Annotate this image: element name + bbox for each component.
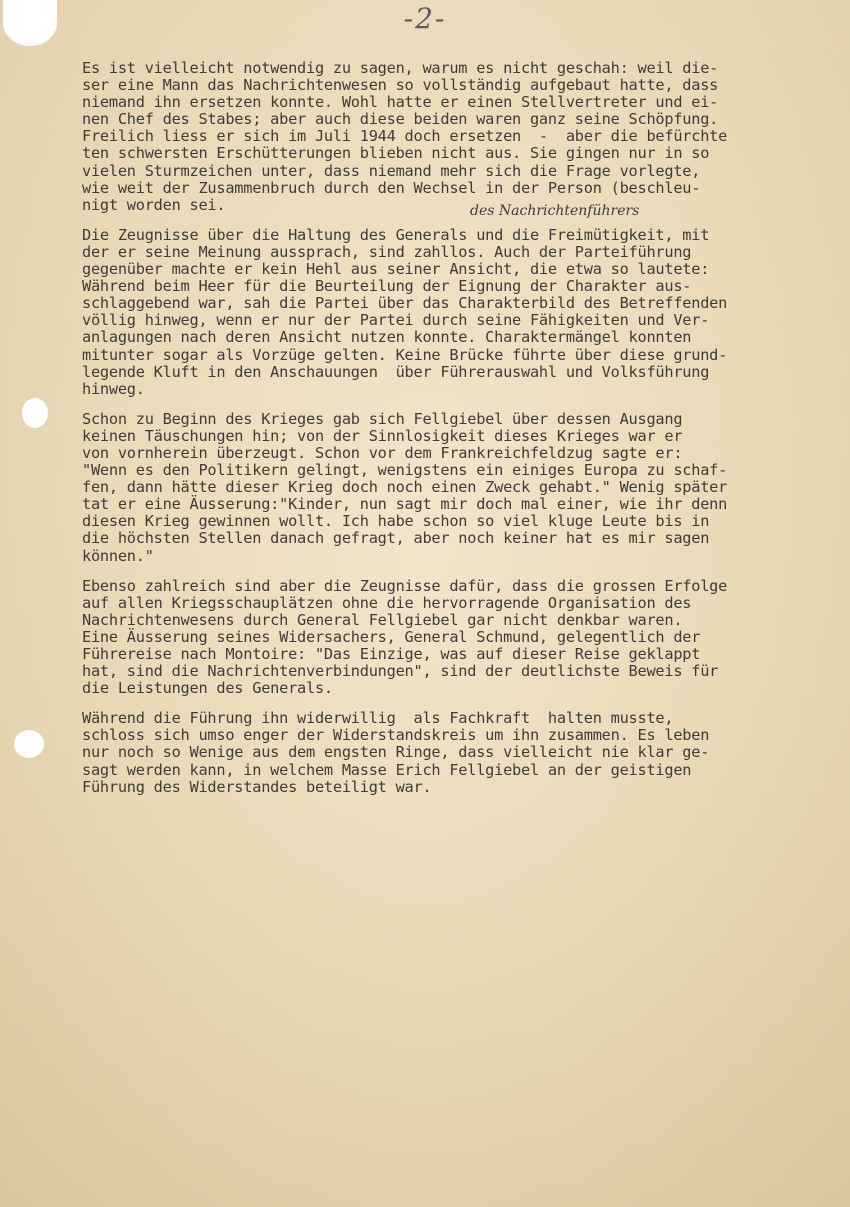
text-line: diesen Krieg gewinnen wollt. Ich habe schon so viel kluge Leute bis in bbox=[82, 512, 710, 531]
text-line: anlagungen nach deren Ansicht nutzen konnte. Charaktermängel konnten bbox=[82, 328, 692, 347]
text-line: Die Zeugnisse über die Haltung des Generals und die Freimütigkeit, mit bbox=[82, 225, 710, 244]
text-line: keinen Täuschungen hin; von der Sinnlosigkeit dieses Krieges war er bbox=[82, 426, 683, 445]
text-line: der er seine Meinung aussprach, sind zahllos. Auch der Parteiführung bbox=[82, 242, 692, 261]
text-line: ser eine Mann das Nachrichtenwesen so vollständig aufgebaut hatte, dass bbox=[82, 76, 719, 95]
text-line: Ebenso zahlreich sind aber die Zeugnisse dafür, dass die grossen Erfolge bbox=[82, 576, 728, 595]
text-line: von vornherein überzeugt. Schon vor dem Frankreichfeldzug sagte er: bbox=[82, 443, 683, 462]
text-line: "Wenn es den Politikern gelingt, wenigstens ein einiges Europa zu schaf- bbox=[82, 461, 728, 480]
text-line: niemand ihn ersetzen konnte. Wohl hatte er einen Stellvertreter und ei- bbox=[82, 93, 719, 112]
handwritten-annotation: des Nachrichtenführers bbox=[470, 203, 640, 219]
paragraph bbox=[82, 578, 842, 698]
text-line: vielen Sturmzeichen unter, dass niemand mehr sich die Frage vorlegte, bbox=[82, 161, 701, 180]
paragraph bbox=[82, 60, 842, 214]
text-line: tat er eine Äusserung:"Kinder, nun sagt mir doch mal einer, wie ihr denn bbox=[82, 495, 728, 514]
text-line: die höchsten Stellen danach gefragt, aber noch keiner hat es mir sagen bbox=[82, 529, 710, 548]
text-line: schlaggebend war, sah die Partei über das Charakterbild des Betreffenden bbox=[82, 294, 728, 313]
text-line: Eine Äusserung seines Widersachers, General Schmund, gelegentlich der bbox=[82, 627, 701, 646]
paragraph bbox=[82, 227, 842, 398]
text-line: die Leistungen des Generals. bbox=[82, 679, 333, 698]
punch-hole bbox=[22, 398, 48, 428]
text-line: schloss sich umso enger der Widerstandskreis um ihn zusammen. Es leben bbox=[82, 726, 710, 745]
page-number: -2- bbox=[403, 2, 447, 35]
text-line: völlig hinweg, wenn er nur der Partei durch seine Fähigkeiten und Ver- bbox=[82, 311, 710, 330]
text-line: Es ist vielleicht notwendig zu sagen, warum es nicht geschah: weil die- bbox=[82, 59, 719, 77]
text-line: Freilich liess er sich im Juli 1944 doch ersetzen - aber die befürchte bbox=[82, 127, 728, 146]
text-line: Während die Führung ihn widerwillig als Fachkraft halten musste, bbox=[82, 709, 674, 728]
text-line: gegenüber machte er kein Hehl aus seiner Ansicht, die etwa so lautete: bbox=[82, 260, 710, 279]
text-line: Führereise nach Montoire: "Das Einzige, was auf dieser Reise geklappt bbox=[82, 645, 701, 663]
text-line: Während beim Heer für die Beurteilung der Eignung der Charakter aus- bbox=[82, 277, 692, 296]
typed-text-body bbox=[82, 60, 842, 809]
text-line: ten schwersten Erschütterungen blieben nicht aus. Sie gingen nur in so bbox=[82, 144, 710, 163]
text-line: mitunter sogar als Vorzüge gelten. Keine Brücke führte über diese grund- bbox=[82, 345, 728, 364]
text-line: Führung des Widerstandes beteiligt war. bbox=[82, 777, 432, 796]
text-line: Schon zu Beginn des Krieges gab sich Fellgiebel über dessen Ausgang bbox=[82, 409, 683, 428]
paragraph bbox=[82, 411, 842, 565]
paragraph bbox=[82, 710, 842, 795]
text-line: nigt worden sei. bbox=[82, 195, 226, 214]
text-line: hinweg. bbox=[82, 379, 145, 398]
text-line: auf allen Kriegsschauplätzen ohne die hervorragende Organisation des bbox=[82, 593, 692, 612]
text-line: legende Kluft in den Anschauungen über Führerauswahl und Volksführung bbox=[82, 362, 710, 381]
text-line: sagt werden kann, in welchem Masse Erich Fellgiebel an der geistigen bbox=[82, 760, 692, 779]
text-line: Nachrichtenwesens durch General Fellgiebel gar nicht denkbar waren. bbox=[82, 610, 683, 629]
text-line: fen, dann hätte dieser Krieg doch noch einen Zweck gehabt." Wenig später bbox=[82, 478, 728, 497]
text-line: können." bbox=[82, 546, 154, 565]
text-line: hat, sind die Nachrichtenverbindungen", sind der deutlichste Beweis für bbox=[82, 662, 719, 681]
text-line: wie weit der Zusammenbruch durch den Wechsel in der Person (beschleu- bbox=[82, 178, 701, 197]
text-line: nen Chef des Stabes; aber auch diese beiden waren ganz seine Schöpfung. bbox=[82, 110, 719, 129]
punch-hole bbox=[14, 730, 44, 758]
text-line: nur noch so Wenige aus dem engsten Ringe, dass vielleicht nie klar ge- bbox=[82, 743, 710, 762]
